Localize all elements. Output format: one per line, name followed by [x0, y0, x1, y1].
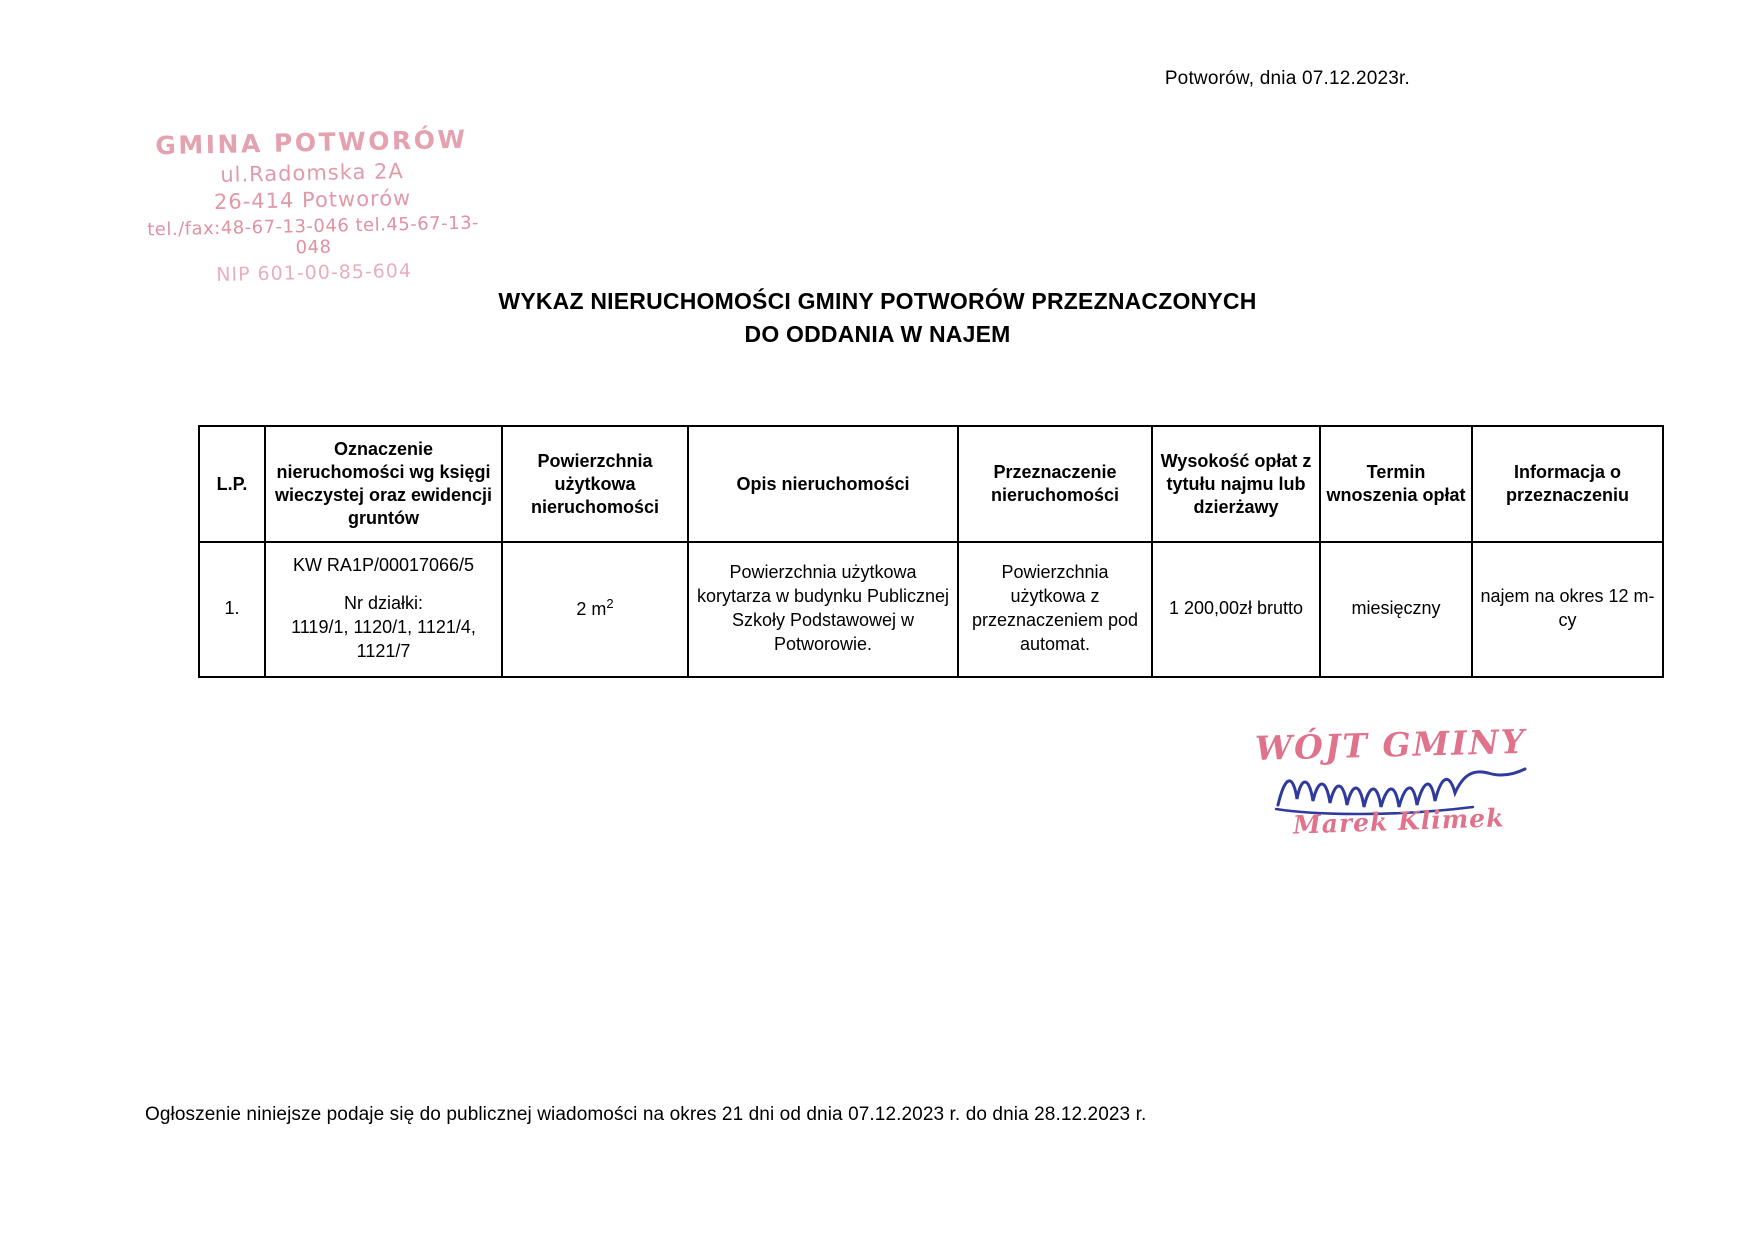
- column-header-description: Opis nieruchomości: [688, 426, 958, 542]
- stamp-line-street: ul.Radomska 2A: [220, 159, 404, 187]
- office-stamp: [139, 124, 487, 287]
- table-body: [199, 542, 1663, 676]
- spacer: [271, 577, 496, 591]
- cell-usable-area: [502, 542, 688, 676]
- cell-lp: 1.: [199, 542, 265, 676]
- signature-name: Marek Klimek: [1292, 803, 1505, 840]
- table-header-row: [199, 426, 1663, 542]
- column-header-usable-area: Powierzchnia użytkowa nieruchomości: [502, 426, 688, 542]
- document-date: Potworów, dnia 07.12.2023r.: [1164, 68, 1410, 89]
- column-header-designation: Oznaczenie nieruchomości wg księgi wieczystej oraz ewidencji gruntów: [265, 426, 502, 542]
- cell-usable-area-unit-exponent: 2: [606, 596, 614, 612]
- table-header: [199, 426, 1663, 542]
- table-row: [199, 542, 1663, 676]
- cell-designation: [265, 542, 502, 676]
- page-title-line-2: DO ODDANIA W NAJEM: [744, 321, 1011, 348]
- stamp-line-nip: NIP 601-00-85-604: [216, 259, 413, 287]
- stamp-line-phone: tel./fax:48-67-13-046 tel.45-67-13-048: [147, 212, 480, 259]
- cell-information: najem na okres 12 m-cy: [1472, 542, 1663, 676]
- properties-table: [198, 425, 1664, 678]
- cell-purpose: Powierzchnia użytkowa z przeznaczeniem pod automat.: [958, 542, 1152, 676]
- column-header-purpose: Przeznaczenie nieruchomości: [958, 426, 1152, 542]
- stamp-line-municipality: GMINA POTWORÓW: [155, 124, 468, 161]
- column-header-information: Informacja o przeznaczeniu: [1472, 426, 1663, 542]
- cell-description: Powierzchnia użytkowa korytarza w budynku Publicznej Szkoły Podstawowej w Potworowie.: [688, 542, 958, 676]
- page-title: [0, 285, 1755, 352]
- page-title-line-1: WYKAZ NIERUCHOMOŚCI GMINY POTWORÓW PRZEZNACZONYCH: [498, 288, 1257, 314]
- cell-designation-plot-label: Nr działki:: [343, 593, 423, 614]
- cell-fees: 1 200,00zł brutto: [1152, 542, 1320, 676]
- cell-usable-area-value: 2 m: [576, 599, 607, 620]
- footer-note: Ogłoszenie niniejsze podaje się do publicznej wiadomości na okres 21 dni od dnia 07.12.2023 r. do dnia 28.12.2023 r.: [145, 1104, 1147, 1125]
- cell-designation-plots: 1119/1, 1120/1, 1121/4, 1121/7: [291, 617, 476, 662]
- handwritten-signature-icon: [1273, 763, 1543, 833]
- signature-title: WÓJT GMINY: [1254, 721, 1527, 768]
- signature-block: [1254, 721, 1555, 845]
- stamp-line-city: 26-414 Potworów: [213, 185, 412, 215]
- column-header-payment-term: Termin wnoszenia opłat: [1320, 426, 1472, 542]
- column-header-lp: L.P.: [199, 426, 265, 542]
- properties-table-wrapper: [198, 425, 1655, 678]
- cell-payment-term: miesięczny: [1320, 542, 1472, 676]
- column-header-fees: Wysokość opłat z tytułu najmu lub dzierżawy: [1152, 426, 1320, 542]
- cell-designation-kw: KW RA1P/00017066/5: [292, 555, 475, 576]
